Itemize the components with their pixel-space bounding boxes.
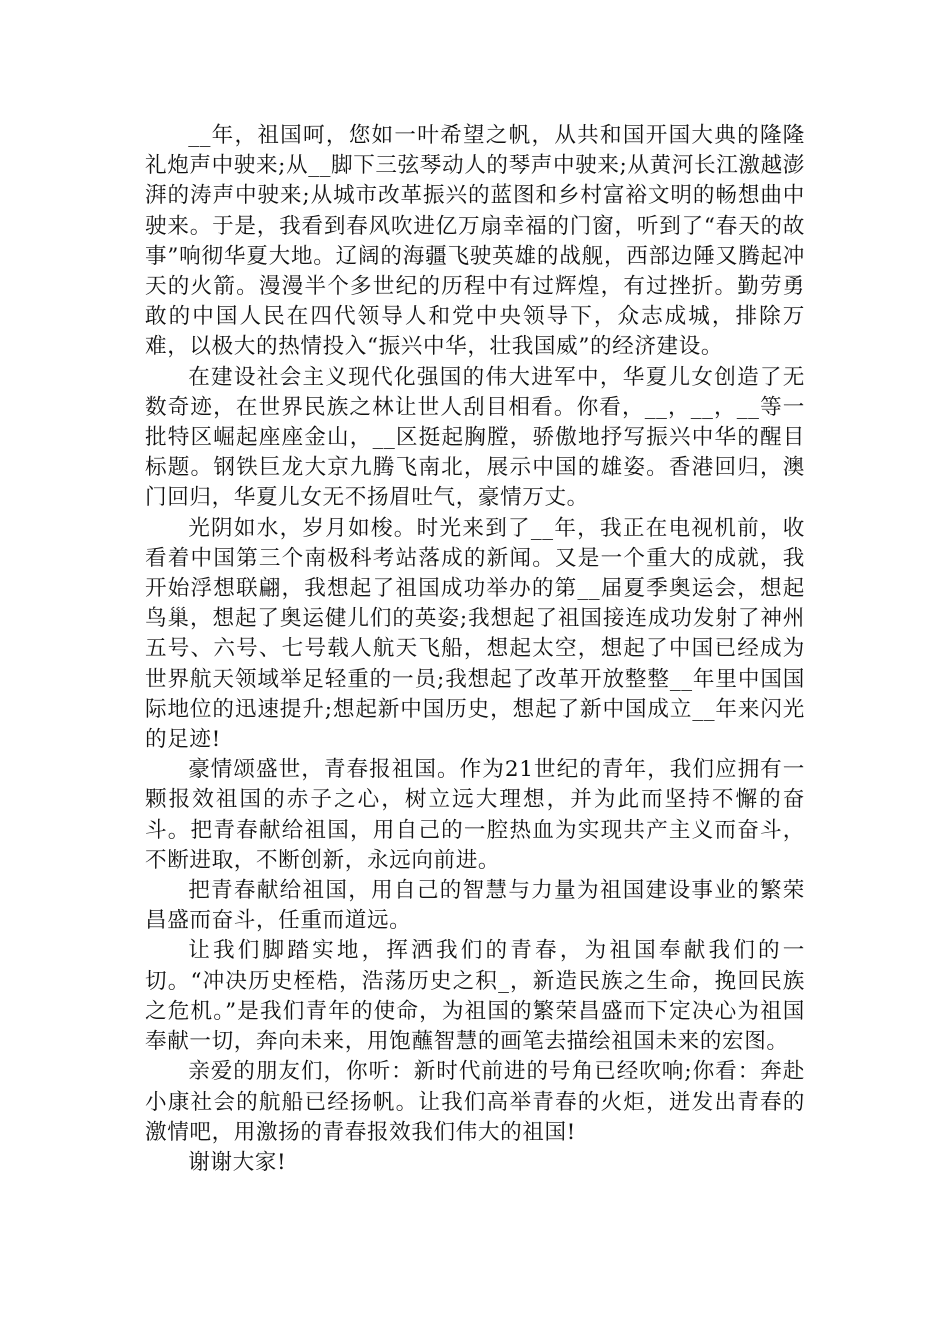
paragraph-5: 把青春献给祖国，用自己的智慧与力量为祖国建设事业的繁荣昌盛而奋斗，任重而道远。 [145,878,805,934]
paragraph-7: 亲爱的朋友们，你听：新时代前进的号角已经吹响;你看：奔赴小康社会的航船已经扬帆。让我们高举青春的火炬，迸发出青春的激情吧，用激扬的青春报效我们伟大的祖国! [145,1059,805,1145]
paragraph-6: 让我们脚踏实地，挥洒我们的青春，为祖国奉献我们的一切。“冲决历史桎梏，浩荡历史之积_，新造民族之生命，挽回民族之危机。”是我们青年的使命，为祖国的繁荣昌盛而下定决心为祖国奉献一切，奔向未来，用饱蘸智慧的画笔去描绘祖国未来的宏图。 [145,938,805,1055]
document-body [145,121,805,1178]
paragraph-1: __年，祖国呵，您如一叶希望之帆，从共和国开国大典的隆隆礼炮声中驶来;从__脚下三弦琴动人的琴声中驶来;从黄河长江激越澎湃的涛声中驶来;从城市改革振兴的蓝图和乡村富裕文明的畅想曲中驶来。于是，我看到春风吹进亿万扇幸福的门窗，听到了“春天的故事”响彻华夏大地。辽阔的海疆飞驶英雄的战舰，西部边陲又腾起冲天的火箭。漫漫半个多世纪的历程中有过辉煌，有过挫折。勤劳勇敢的中国人民在四代领导人和党中央领导下，众志成城，排除万难，以极大的热情投入“振兴中华，壮我国威”的经济建设。 [145,123,805,360]
paragraph-3: 光阴如水，岁月如梭。时光来到了__年，我正在电视机前，收看着中国第三个南极科考站落成的新闻。又是一个重大的成就，我开始浮想联翩，我想起了祖国成功举办的第__届夏季奥运会，想起鸟巢，想起了奥运健儿们的英姿;我想起了祖国接连成功发射了神州五号、六号、七号载人航天飞船，想起太空，想起了中国已经成为世界航天领域举足轻重的一员;我想起了改革开放整整__年里中国国际地位的迅速提升;想起新中国历史，想起了新中国成立__年来闪光的足迹! [145,515,805,753]
paragraph-2: 在建设社会主义现代化强国的伟大进军中，华夏儿女创造了无数奇迹，在世界民族之林让世人刮目相看。你看，__，__，__等一批特区崛起座座金山，__区挺起胸膛，骄傲地抒写振兴中华的醒目标题。钢铁巨龙大京九腾飞南北，展示中国的雄姿。香港回归，澳门回归，华夏儿女无不扬眉吐气，豪情万丈。 [145,364,805,511]
paragraph-4: 豪情颂盛世，青春报祖国。作为21世纪的青年，我们应拥有一颗报效祖国的赤子之心，树立远大理想，并为此而坚持不懈的奋斗。把青春献给祖国，用自己的一腔热血为实现共产主义而奋斗，不断进取，不断创新，永远向前进。 [145,757,805,873]
paragraph-closing: 谢谢大家! [188,1149,287,1175]
